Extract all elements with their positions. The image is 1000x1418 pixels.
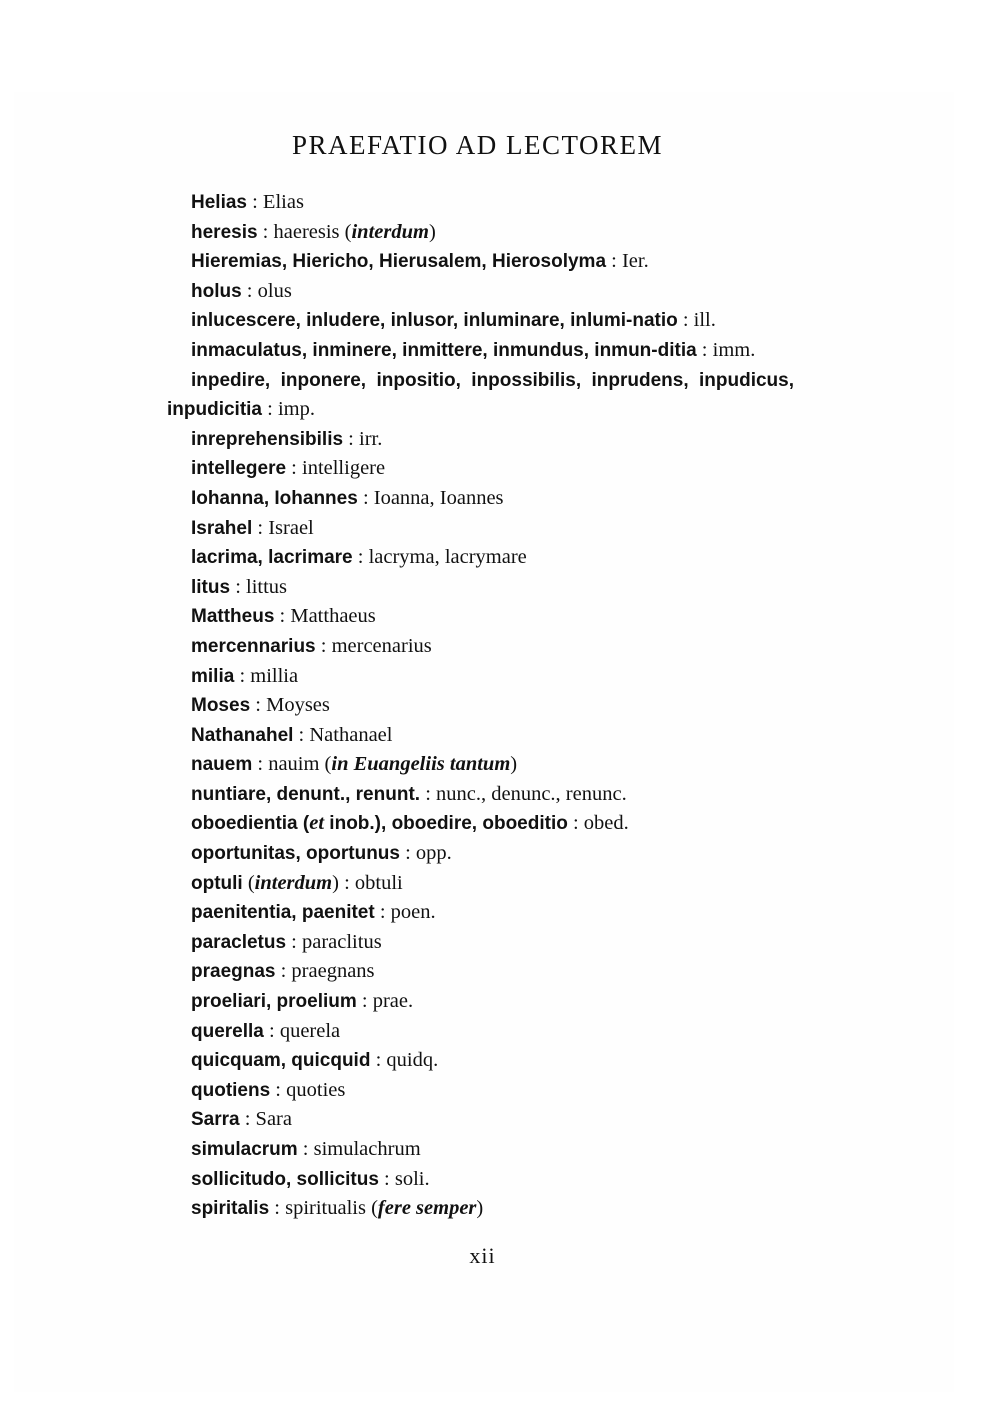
entry-gloss: : Moyses [250, 694, 330, 717]
entry-gloss: : Matthaeus [274, 605, 376, 628]
glossary-entry [167, 780, 794, 810]
glossary-entry [167, 543, 794, 573]
entry-term: litus [191, 576, 231, 598]
entry-gloss: ) : obtuli [332, 871, 403, 894]
entry-term: milia [191, 665, 235, 687]
glossary-entry [167, 750, 794, 780]
glossary-entry [167, 928, 794, 958]
entry-term: Sarra [191, 1109, 240, 1131]
entry-term: nuntiare, denunt., renunt. [191, 783, 421, 805]
entry-gloss: : obed. [567, 812, 629, 835]
entry-gloss: : prae. [356, 990, 414, 1013]
entry-gloss: : nunc., denunc., renunc. [420, 782, 627, 805]
glossary-entry [167, 306, 794, 336]
entry-gloss: : soli. [378, 1167, 430, 1190]
entry-gloss: : Ier. [606, 250, 649, 273]
entry-gloss: ) [510, 753, 518, 776]
entry-gloss: : Elias [246, 191, 304, 213]
entry-term: mercennarius [191, 635, 316, 657]
glossary-entry [167, 721, 794, 751]
entry-gloss: : spiritualis ( [269, 1197, 378, 1220]
entry-term: Israhel [191, 517, 253, 539]
glossary-entry [167, 839, 794, 869]
glossary-entry [167, 218, 794, 248]
glossary-entry [167, 957, 794, 987]
entry-term: paracletus [191, 931, 287, 953]
entry-term: inlucescere, inludere, inlusor, inluminare, inlumi-natio [191, 310, 678, 332]
glossary-entry [167, 514, 794, 544]
entry-gloss: : Nathanael [293, 723, 393, 746]
entry-term: lacrima, lacrimare [191, 547, 353, 569]
glossary-entry [167, 247, 794, 277]
entry-term: quicquam, quicquid [191, 1050, 371, 1072]
entry-term: Iohanna, Iohannes [191, 487, 358, 509]
glossary-entry [167, 454, 794, 484]
entry-term: Nathanahel [191, 724, 294, 746]
entry-term: inmaculatus, inminere, inmittere, inmundus, inmun-ditia [191, 339, 697, 361]
entry-term: inpedire, inponere, inpositio, inpossibilis, inprudens, inpudicus, inpudicitia [167, 369, 794, 421]
entry-gloss: : ill. [677, 309, 716, 332]
glossary-entry [167, 484, 794, 514]
entry-term: simulacrum [191, 1139, 298, 1160]
entry-gloss: : quidq. [370, 1049, 439, 1072]
entry-gloss: : Israel [252, 516, 314, 539]
entry-italic-note: in Euangeliis tantum [331, 753, 511, 776]
glossary-entry [167, 1194, 794, 1224]
entry-gloss: ) [428, 220, 436, 243]
entry-term: Moses [191, 695, 251, 717]
entry-term: proeliari, proelium [191, 991, 357, 1013]
entry-gloss: ) [476, 1197, 484, 1220]
glossary-entry [167, 277, 794, 307]
entry-gloss: : intelligere [286, 457, 386, 480]
entry-term: holus [191, 280, 242, 302]
entry-italic-note: interdum [254, 871, 333, 894]
glossary-entry [167, 1017, 794, 1047]
entry-term: Helias [191, 192, 247, 213]
entry-italic-note: interdum [351, 220, 429, 243]
glossary-entry [167, 366, 794, 425]
glossary-entry [167, 632, 794, 662]
glossary-entry [167, 1105, 794, 1135]
entry-term: spiritalis [191, 1198, 270, 1220]
entry-gloss: : Ioanna, Ioannes [357, 486, 504, 509]
entry-gloss: : olus [241, 279, 292, 302]
entry-gloss: : imm. [696, 338, 756, 361]
glossary-entry [167, 1165, 794, 1195]
entry-term: intellegere [191, 458, 287, 480]
entry-term: praegnas [191, 961, 276, 983]
entry-gloss: : querela [263, 1019, 341, 1042]
glossary-entry [167, 602, 794, 632]
entry-term: optuli [191, 872, 243, 894]
glossary-entry [167, 188, 794, 218]
entry-term: nauem [191, 754, 253, 776]
entry-term: paenitentia, paenitet [191, 902, 375, 924]
entry-gloss: : haeresis ( [257, 220, 352, 243]
glossary-entry [167, 691, 794, 721]
glossary-entry [167, 809, 794, 839]
glossary-list [167, 188, 794, 1224]
entry-gloss: ( [242, 871, 255, 894]
entry-term: quotiens [191, 1079, 271, 1101]
page-number: xii [469, 1243, 496, 1268]
entry-gloss: : millia [234, 664, 299, 687]
glossary-entry [167, 1046, 794, 1076]
entry-gloss: : Sara [239, 1108, 292, 1131]
page-title: PRAEFATIO AD LECTOREM [291, 130, 664, 160]
glossary-entry [167, 1135, 794, 1165]
glossary-entry [167, 573, 794, 603]
entry-term: oportunitas, oportunus [191, 843, 400, 865]
glossary-entry [167, 662, 794, 692]
entry-gloss: : quoties [270, 1078, 346, 1101]
entry-term: querella [191, 1020, 264, 1042]
entry-term: Mattheus [191, 606, 275, 628]
glossary-entry [167, 869, 794, 899]
entry-gloss: : praegnans [275, 960, 375, 983]
entry-term: inob.), oboedire, oboeditio [324, 813, 568, 835]
entry-gloss: : imp. [262, 398, 315, 421]
glossary-entry [167, 898, 794, 928]
entry-italic-note: et [309, 812, 325, 835]
entry-gloss: : mercenarius [315, 634, 432, 657]
entry-gloss: : simulachrum [297, 1138, 421, 1160]
entry-italic-note: fere semper [377, 1197, 477, 1220]
glossary-entry [167, 1076, 794, 1106]
entry-gloss: : littus [230, 575, 288, 598]
entry-term: oboedientia ( [191, 813, 310, 835]
entry-term: sollicitudo, sollicitus [191, 1168, 379, 1190]
glossary-entry [167, 336, 794, 366]
entry-gloss: : opp. [399, 842, 452, 865]
entry-gloss: : nauim ( [252, 753, 332, 776]
glossary-entry [167, 987, 794, 1017]
entry-gloss: : poen. [374, 901, 436, 924]
entry-term: heresis [191, 221, 258, 243]
entry-gloss: : lacryma, lacrymare [352, 546, 527, 569]
entry-term: Hieremias, Hiericho, Hierusalem, Hierosolyma [191, 251, 607, 273]
entry-gloss: : paraclitus [286, 930, 382, 953]
glossary-entry [167, 425, 794, 455]
entry-term: inreprehensibilis [191, 428, 344, 450]
entry-gloss: : irr. [343, 427, 383, 450]
